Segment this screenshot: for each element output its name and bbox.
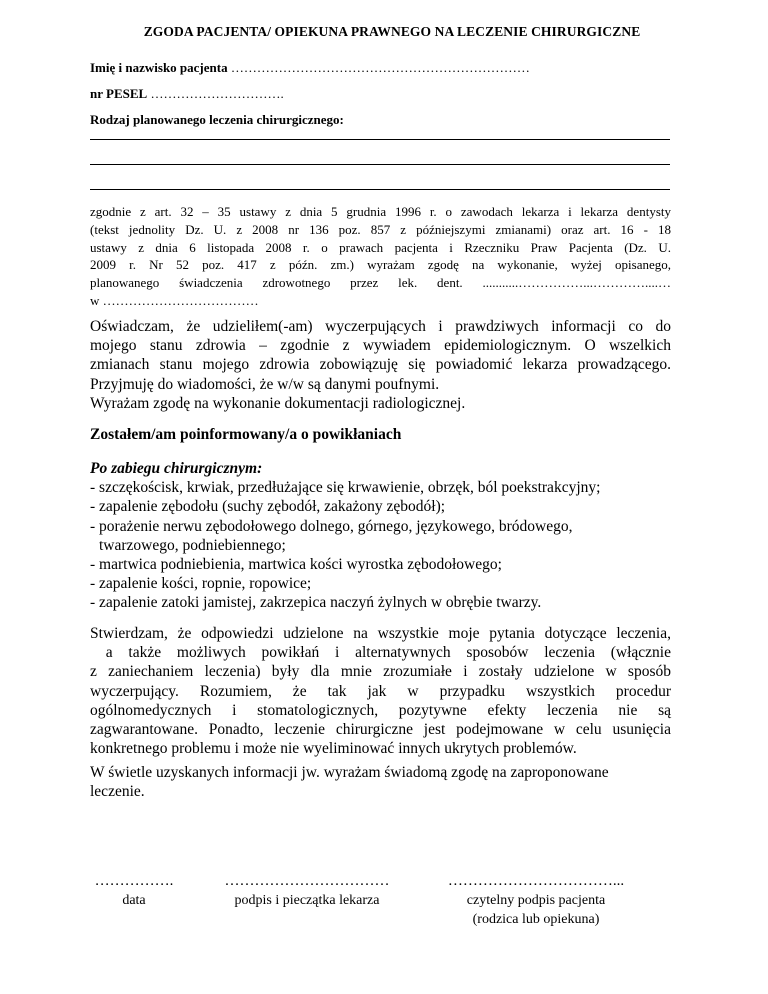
- patient-name-label: Imię i nazwisko pacjenta: [90, 60, 228, 75]
- confirmation-line: wyczerpujący. Rozumiem, że tak jak w przypadku wszystkich procedur: [90, 682, 671, 700]
- doctor-signature-line: ……………………………: [224, 873, 390, 889]
- confirmation-line: a także możliwych powikłań i alternatywnych sposobów leczenia (włącznie: [90, 644, 671, 662]
- pesel-label: nr PESEL: [90, 86, 148, 101]
- complications-heading: Zostałem/am poinformowany/a o powikłaniach: [90, 426, 402, 443]
- pesel-field: [90, 86, 284, 102]
- consent-line: leczenie.: [90, 783, 145, 801]
- declaration-line: zmianach stanu mojego zdrowia zobowiązuję się powiadomić lekarza prowadzącego.: [90, 356, 671, 374]
- declaration-line: Wyrażam zgodę na wykonanie dokumentacji radiologicznej.: [90, 394, 466, 412]
- consent-paragraph: [90, 763, 671, 801]
- confirmation-line: ogólnomedycznych i stomatologicznych, pozytywne efekty leczenia nie są: [90, 701, 671, 719]
- confirmation-line: Stwierdzam, że odpowiedzi udzielone na wszystkie moje pytania dotyczące leczenia,: [90, 625, 671, 642]
- patient-signature-line: ……………………………...: [447, 873, 625, 889]
- confirmation-paragraph: [90, 624, 671, 758]
- document-title: ZGODA PACJENTA/ OPIEKUNA PRAWNEGO NA LECZENIE CHIRURGICZNE: [143, 24, 641, 39]
- complications-list: [90, 459, 671, 613]
- date-signature-line: …………….: [94, 873, 174, 889]
- complication-item: - zapalenie zatoki jamistej, zakrzepica naczyń żylnych w obrębie twarzy.: [90, 594, 542, 612]
- patient-name-field: [90, 60, 530, 76]
- confirmation-line: zagwarantowane. Ponadto, leczenie chirurgiczne jest podejmowane w celu usunięcia: [90, 721, 671, 739]
- treatment-line-2: [90, 164, 670, 165]
- after-surgery-heading: Po zabiegu chirurgicznym:: [90, 460, 263, 477]
- complication-item: - martwica podniebienia, martwica kości wyrostka zębodołowego;: [90, 556, 502, 574]
- patient-signature-label-secondary: (rodzica lub opiekuna): [472, 912, 600, 927]
- complication-item: - zapalenie zębodołu (suchy zębodół, zakażony zębodół);: [90, 498, 446, 516]
- treatment-type-label: [90, 112, 344, 128]
- doctor-signature-block: [216, 871, 398, 910]
- legal-line: w ………………………………: [90, 292, 259, 308]
- complication-item: - szczękościsk, krwiak, przedłużające się krwawienie, obrzęk, ból poekstrakcyjny;: [90, 479, 601, 497]
- treatment-type-label-text: Rodzaj planowanego leczenia chirurgicznego:: [90, 112, 344, 127]
- legal-line: (tekst jednolity Dz. U. z 2008 nr 136 poz. 857 z późniejszymi zmianami) oraz art. 16 - 18: [90, 221, 671, 237]
- date-label: data: [122, 893, 146, 908]
- patient-signature-label: czytelny podpis pacjenta: [466, 893, 606, 908]
- legal-line: planowanego świadczenia zdrowotnego przez lek. dent. ...........……………...…………....…: [90, 275, 671, 291]
- legal-line: 2009 r. Nr 52 poz. 417 z późn. zm.) wyrażam zgodę na wykonanie, wyżej opisanego,: [90, 257, 671, 273]
- patient-signature-block: [441, 871, 631, 929]
- pesel-dots: ………………………….: [150, 86, 284, 101]
- confirmation-line: konkretnego problemu i może nie wyeliminować innych ukrytych problemów.: [90, 740, 577, 758]
- complication-item: - zapalenie kości, ropnie, ropowice;: [90, 575, 312, 593]
- declaration-line: mojego stanu zdrowia – zgodnie z wywiadem epidemiologicznym. O wszelkich: [90, 337, 671, 355]
- patient-name-dots: ……………………………………………………………: [230, 60, 530, 75]
- legal-line: zgodnie z art. 32 – 35 ustawy z dnia 5 grudnia 1996 r. o zawodach lekarza i lekarza dentysty: [90, 204, 671, 219]
- treatment-line-3: [90, 189, 670, 190]
- declaration-line: Przyjmuję do wiadomości, że w/w są danymi poufnymi.: [90, 375, 440, 393]
- declaration-line: Oświadczam, że udzieliłem(-am) wyczerpujących i prawdziwych informacji co do: [90, 318, 671, 335]
- treatment-line-1: [90, 139, 670, 140]
- consent-line: W świetle uzyskanych informacji jw. wyrażam świadomą zgodę na zaproponowane: [90, 764, 609, 781]
- declaration-paragraph: [90, 317, 671, 413]
- date-signature-block: [90, 871, 178, 910]
- confirmation-line: z zaniechaniem leczenia) były dla mnie zrozumiałe i zostały udzielone w sposób: [90, 663, 671, 681]
- complication-item: twarzowego, podniebiennego;: [99, 536, 286, 554]
- complication-item: - porażenie nerwu zębodołowego dolnego, górnego, językowego, bródowego,: [90, 517, 573, 535]
- legal-line: ustawy z dnia 6 listopada 2008 r. o prawach pacjenta i Rzeczniku Praw Pacjenta (Dz. U.: [90, 239, 671, 255]
- doctor-signature-label: podpis i pieczątka lekarza: [234, 893, 380, 908]
- legal-basis-paragraph: [90, 203, 671, 310]
